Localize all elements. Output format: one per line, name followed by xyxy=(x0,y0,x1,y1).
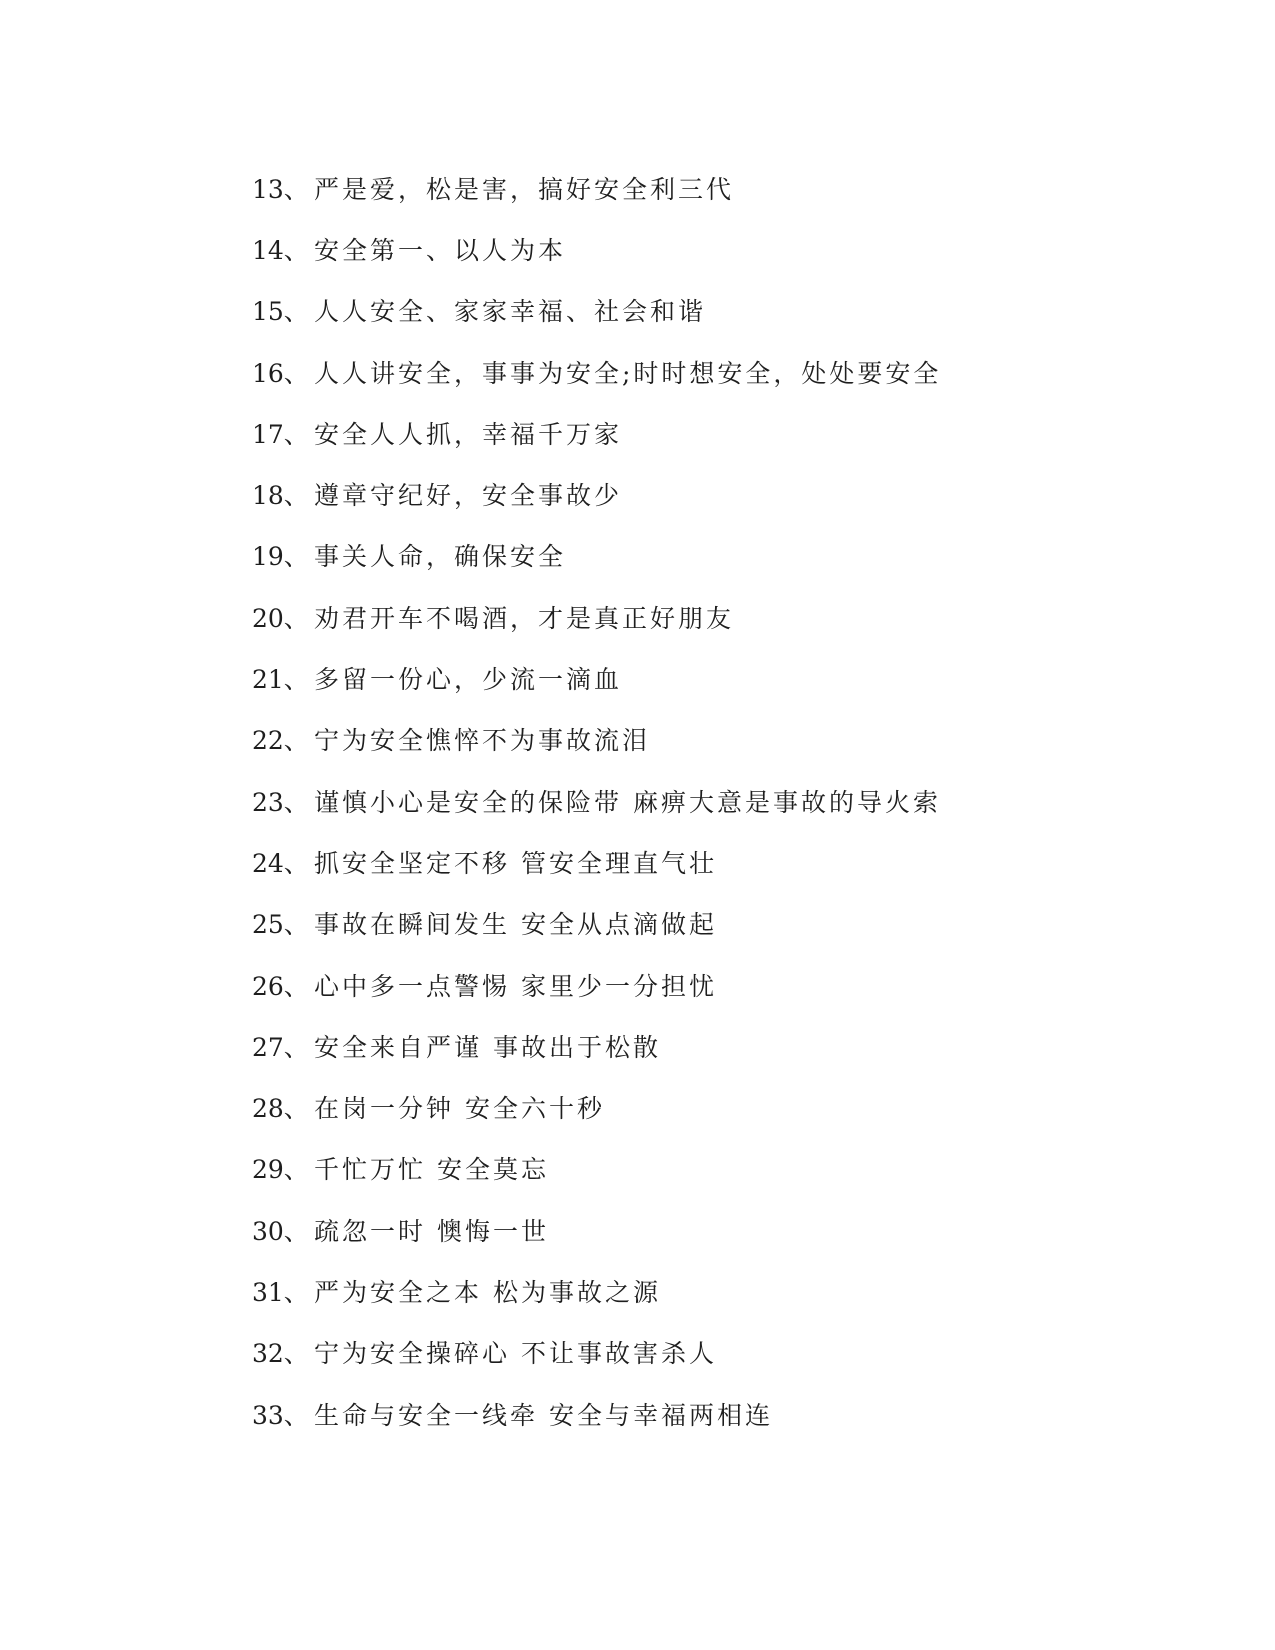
item-text: 事故在瞬间发生 安全从点滴做起 xyxy=(314,910,717,940)
item-text: 安全来自严谨 事故出于松散 xyxy=(314,1032,661,1062)
list-item xyxy=(252,525,1152,586)
list-item xyxy=(252,1322,1152,1383)
item-number: 25、 xyxy=(252,910,309,940)
item-number: 28、 xyxy=(252,1094,309,1124)
list-item xyxy=(252,341,1152,402)
item-number: 24、 xyxy=(252,848,309,878)
item-number: 27、 xyxy=(252,1032,309,1062)
list-item xyxy=(252,770,1152,831)
item-number: 33、 xyxy=(252,1400,309,1430)
item-text: 安全人人抓，幸福千万家 xyxy=(314,419,623,449)
item-text: 严为安全之本 松为事故之源 xyxy=(314,1277,661,1307)
item-text: 遵章守纪好，安全事故少 xyxy=(314,481,623,511)
item-number: 22、 xyxy=(252,726,309,756)
item-number: 14、 xyxy=(252,235,309,265)
item-number: 31、 xyxy=(252,1277,309,1307)
list-item xyxy=(252,647,1152,708)
item-text: 事关人命，确保安全 xyxy=(314,542,567,572)
list-item xyxy=(252,1015,1152,1076)
list-item xyxy=(252,831,1152,892)
list-item xyxy=(252,1383,1152,1444)
item-text: 人人讲安全，事事为安全;时时想安全，处处要安全 xyxy=(314,358,942,388)
item-text: 安全第一、以人为本 xyxy=(314,235,567,265)
item-number: 20、 xyxy=(252,603,309,633)
item-text: 严是爱，松是害，搞好安全利三代 xyxy=(314,174,735,204)
item-number: 15、 xyxy=(252,297,309,327)
item-number: 32、 xyxy=(252,1339,309,1369)
item-number: 23、 xyxy=(252,787,309,817)
item-number: 17、 xyxy=(252,419,309,449)
slogan-list xyxy=(252,157,1152,1444)
item-text: 抓安全坚定不移 管安全理直气壮 xyxy=(314,848,717,878)
item-number: 29、 xyxy=(252,1155,309,1185)
item-text: 人人安全、家家幸福、社会和谐 xyxy=(314,297,707,327)
list-item xyxy=(252,954,1152,1015)
item-number: 18、 xyxy=(252,481,309,511)
item-text: 在岗一分钟 安全六十秒 xyxy=(314,1094,605,1124)
item-text: 多留一份心，少流一滴血 xyxy=(314,665,623,695)
item-number: 21、 xyxy=(252,665,309,695)
item-text: 心中多一点警惕 家里少一分担忧 xyxy=(314,971,717,1001)
item-text: 宁为安全憔悴不为事故流泪 xyxy=(314,726,651,756)
list-item xyxy=(252,218,1152,279)
list-item xyxy=(252,709,1152,770)
item-number: 16、 xyxy=(252,358,309,388)
list-item xyxy=(252,463,1152,524)
list-item xyxy=(252,1138,1152,1199)
list-item xyxy=(252,893,1152,954)
item-text: 宁为安全操碎心 不让事故害杀人 xyxy=(314,1339,717,1369)
item-number: 13、 xyxy=(252,174,309,204)
list-item xyxy=(252,280,1152,341)
item-text: 谨慎小心是安全的保险带 麻痹大意是事故的导火索 xyxy=(314,787,941,817)
list-item xyxy=(252,586,1152,647)
list-item xyxy=(252,402,1152,463)
item-number: 19、 xyxy=(252,542,309,572)
list-item xyxy=(252,1076,1152,1137)
list-item xyxy=(252,1260,1152,1321)
item-number: 30、 xyxy=(252,1216,309,1246)
item-number: 26、 xyxy=(252,971,309,1001)
list-item xyxy=(252,157,1152,218)
item-text: 疏忽一时 懊悔一世 xyxy=(314,1216,549,1246)
item-text: 生命与安全一线牵 安全与幸福两相连 xyxy=(314,1400,773,1430)
list-item xyxy=(252,1199,1152,1260)
item-text: 千忙万忙 安全莫忘 xyxy=(314,1155,549,1185)
item-text: 劝君开车不喝酒，才是真正好朋友 xyxy=(314,603,735,633)
